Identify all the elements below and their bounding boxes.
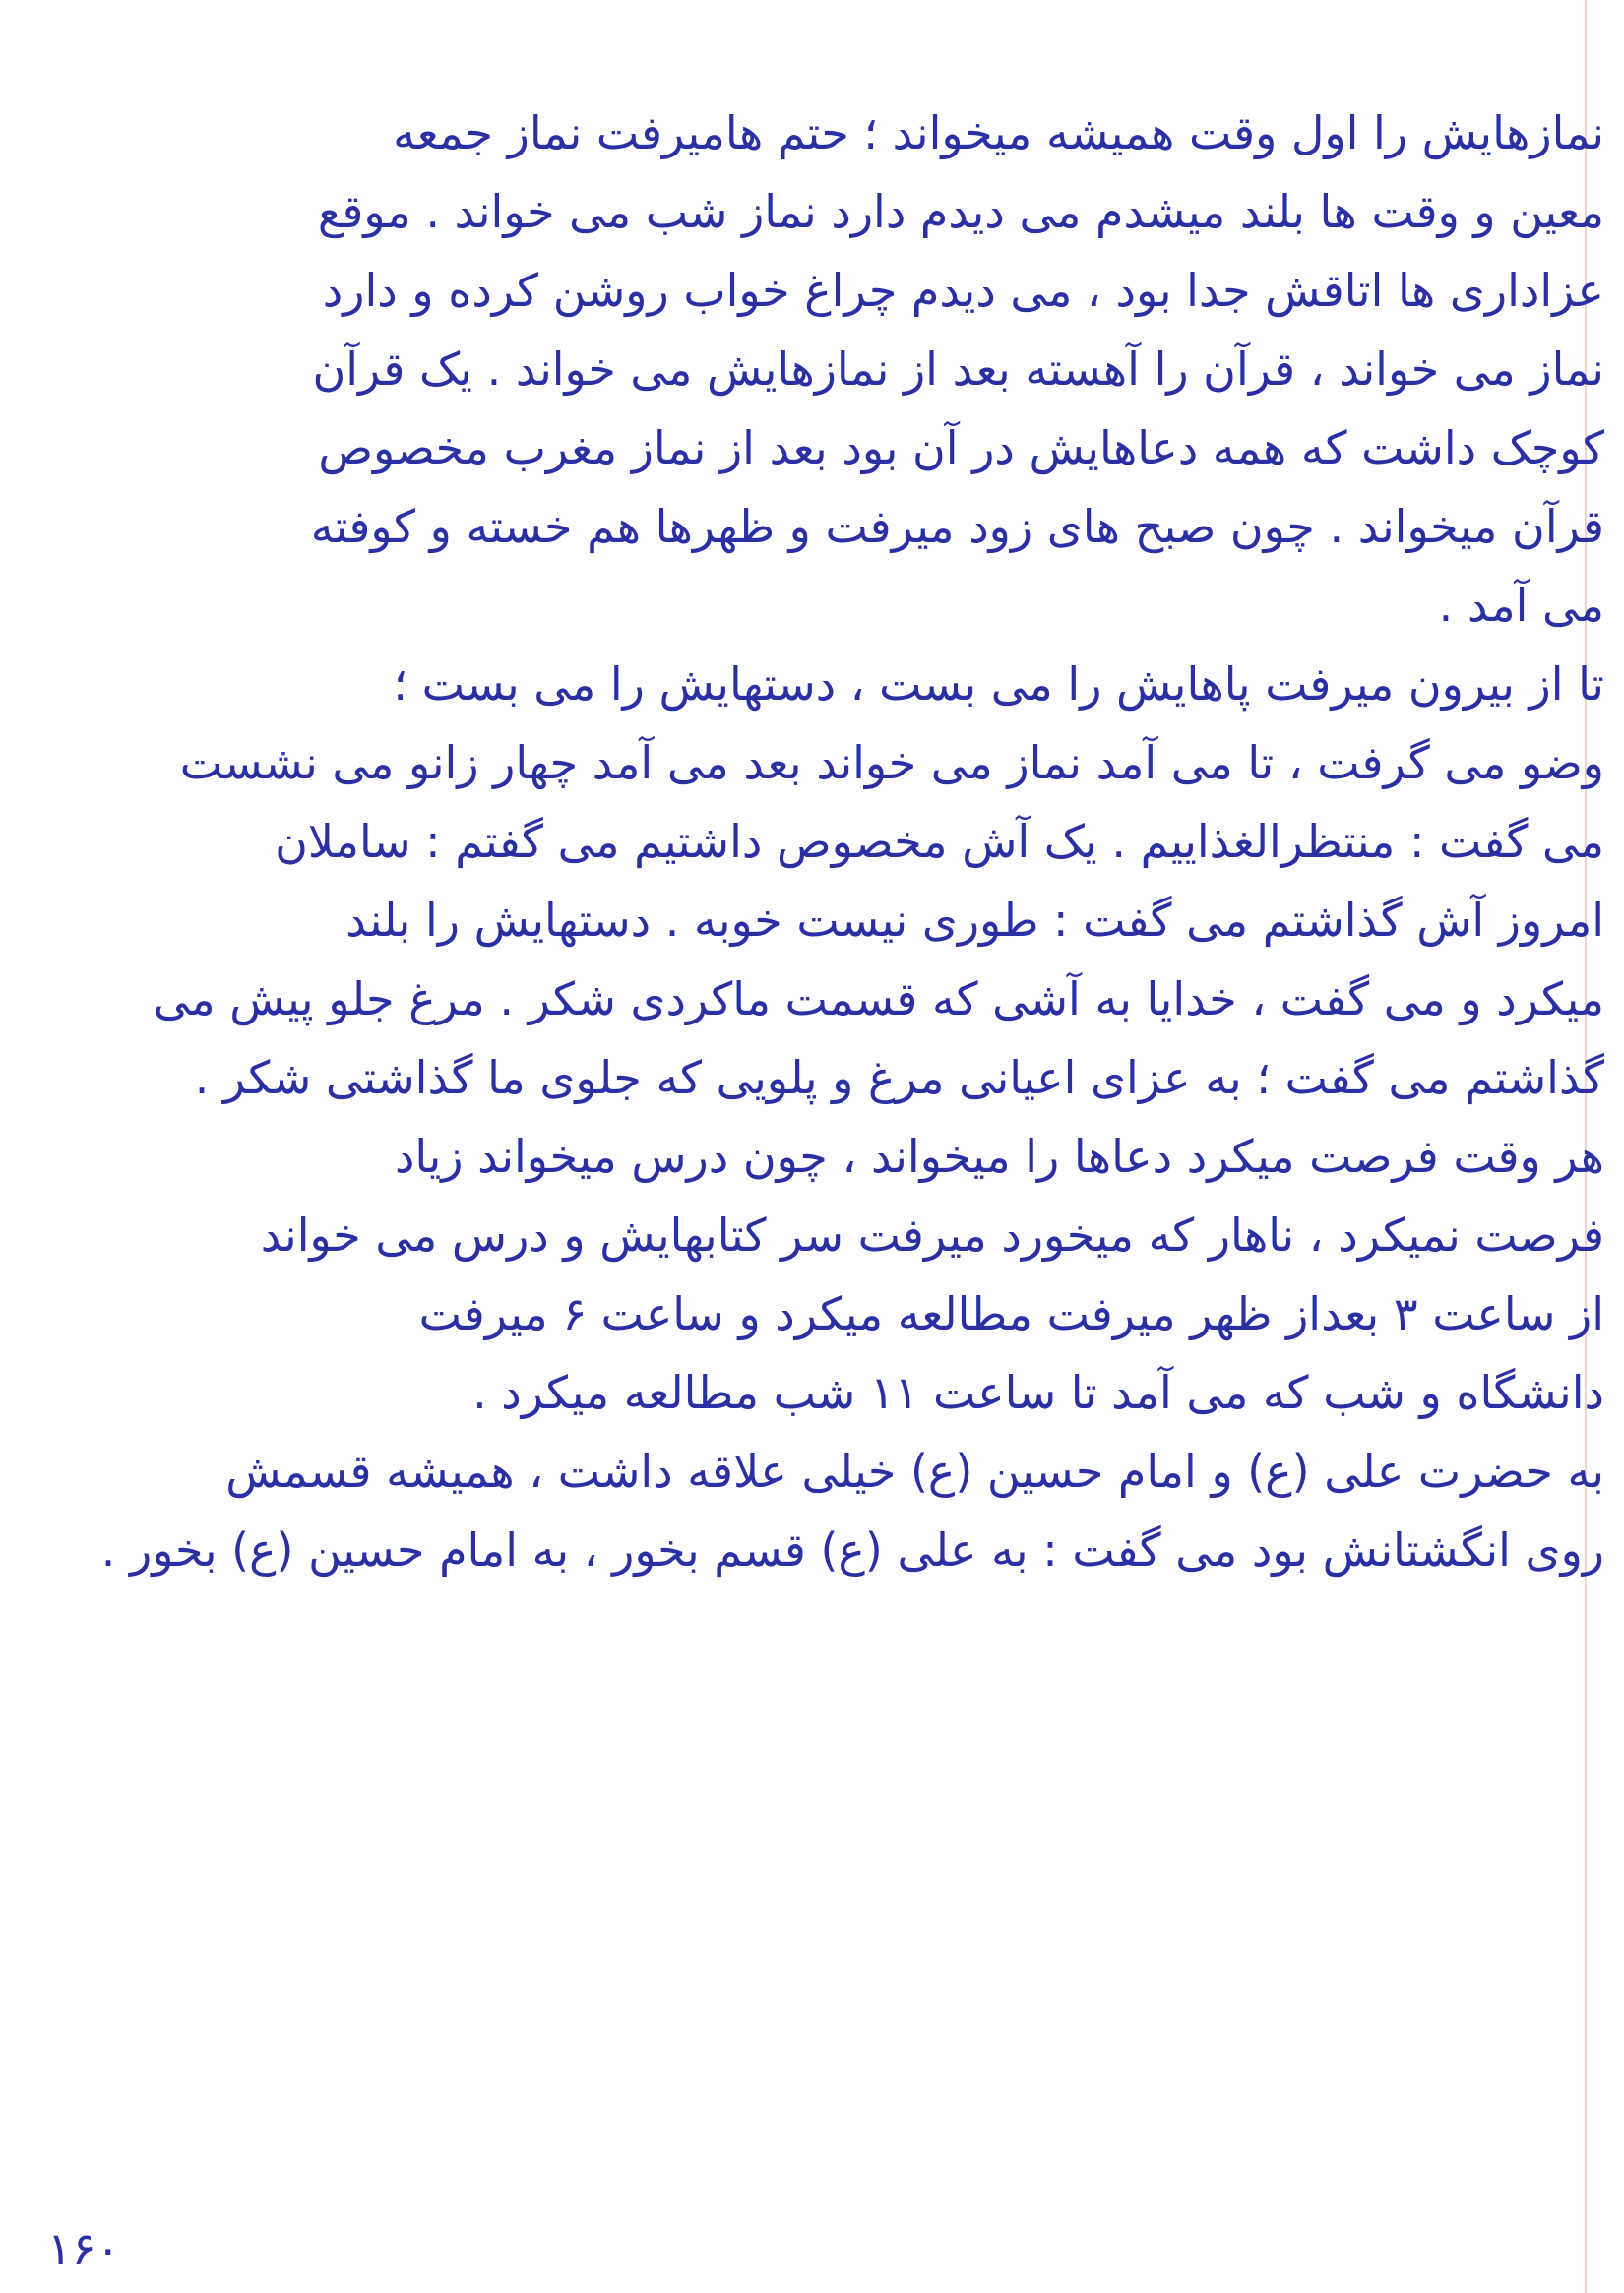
- text-line: میکرد و می گفت ، خدایا به آشی که قسمت ماکردی شکر . مرغ جلو پیش می: [153, 972, 1604, 1025]
- text-line: می آمد .: [1438, 579, 1604, 632]
- handwritten-text-block: [20, 93, 1604, 1589]
- text-line: از ساعت ۳ بعداز ظهر میرفت مطالعه میکرد و ساعت ۶ میرفت: [418, 1287, 1604, 1340]
- text-line: معین و وقت ها بلند میشدم می دیدم دارد نماز شب می خواند . موقع: [317, 185, 1604, 238]
- text-line: روی انگشتانش بود می گفت : به علی (ع) قسم بخور ، به امام حسین (ع) بخور .: [100, 1523, 1604, 1577]
- text-line: هر وقت فرصت میکرد دعاها را میخواند ، چون درس میخواند زیاد: [394, 1130, 1604, 1183]
- page-number: ۱۶۰: [47, 2222, 121, 2275]
- text-line: فرصت نمیکرد ، ناهار که میخورد میرفت سر کتابهایش و درس می خواند: [260, 1208, 1604, 1262]
- text-line: امروز آش گذاشتم می گفت : طوری نیست خوبه . دستهایش را بلند: [345, 894, 1604, 947]
- text-line: می گفت : منتظرالغذاییم . یک آش مخصوص داشتیم می گفتم : ساملان: [275, 815, 1604, 868]
- text-line: دانشگاه و شب که می آمد تا ساعت ۱۱ شب مطالعه میکرد .: [472, 1366, 1604, 1419]
- text-line: کوچک داشت که همه دعاهایش در آن بود بعد از نماز مغرب مخصوص: [318, 421, 1604, 474]
- text-line: نمازهایش را اول وقت همیشه میخواند ؛ حتم هامیرفت نماز جمعه: [393, 106, 1604, 159]
- text-line: قرآن میخواند . چون صبح های زود میرفت و ظهرها هم خسته و کوفته: [310, 500, 1604, 553]
- text-line: گذاشتم می گفت ؛ به عزای اعیانی مرغ و پلویی که جلوی ما گذاشتی شکر .: [194, 1051, 1604, 1104]
- text-line: عزاداری ها اتاقش جدا بود ، می دیدم چراغ خواب روشن کرده و دارد: [322, 264, 1604, 317]
- text-line: به حضرت علی (ع) و امام حسین (ع) خیلی علاقه داشت ، همیشه قسمش: [225, 1445, 1604, 1498]
- text-line: تا از بیرون میرفت پاهایش را می بست ، دستهایش را می بست ؛: [393, 657, 1604, 711]
- text-line: وضو می گرفت ، تا می آمد نماز می خواند بعد می آمد چهار زانو می نشست: [179, 736, 1604, 789]
- text-line: نماز می خواند ، قرآن را آهسته بعد از نمازهایش می خواند . یک قرآن: [312, 342, 1604, 396]
